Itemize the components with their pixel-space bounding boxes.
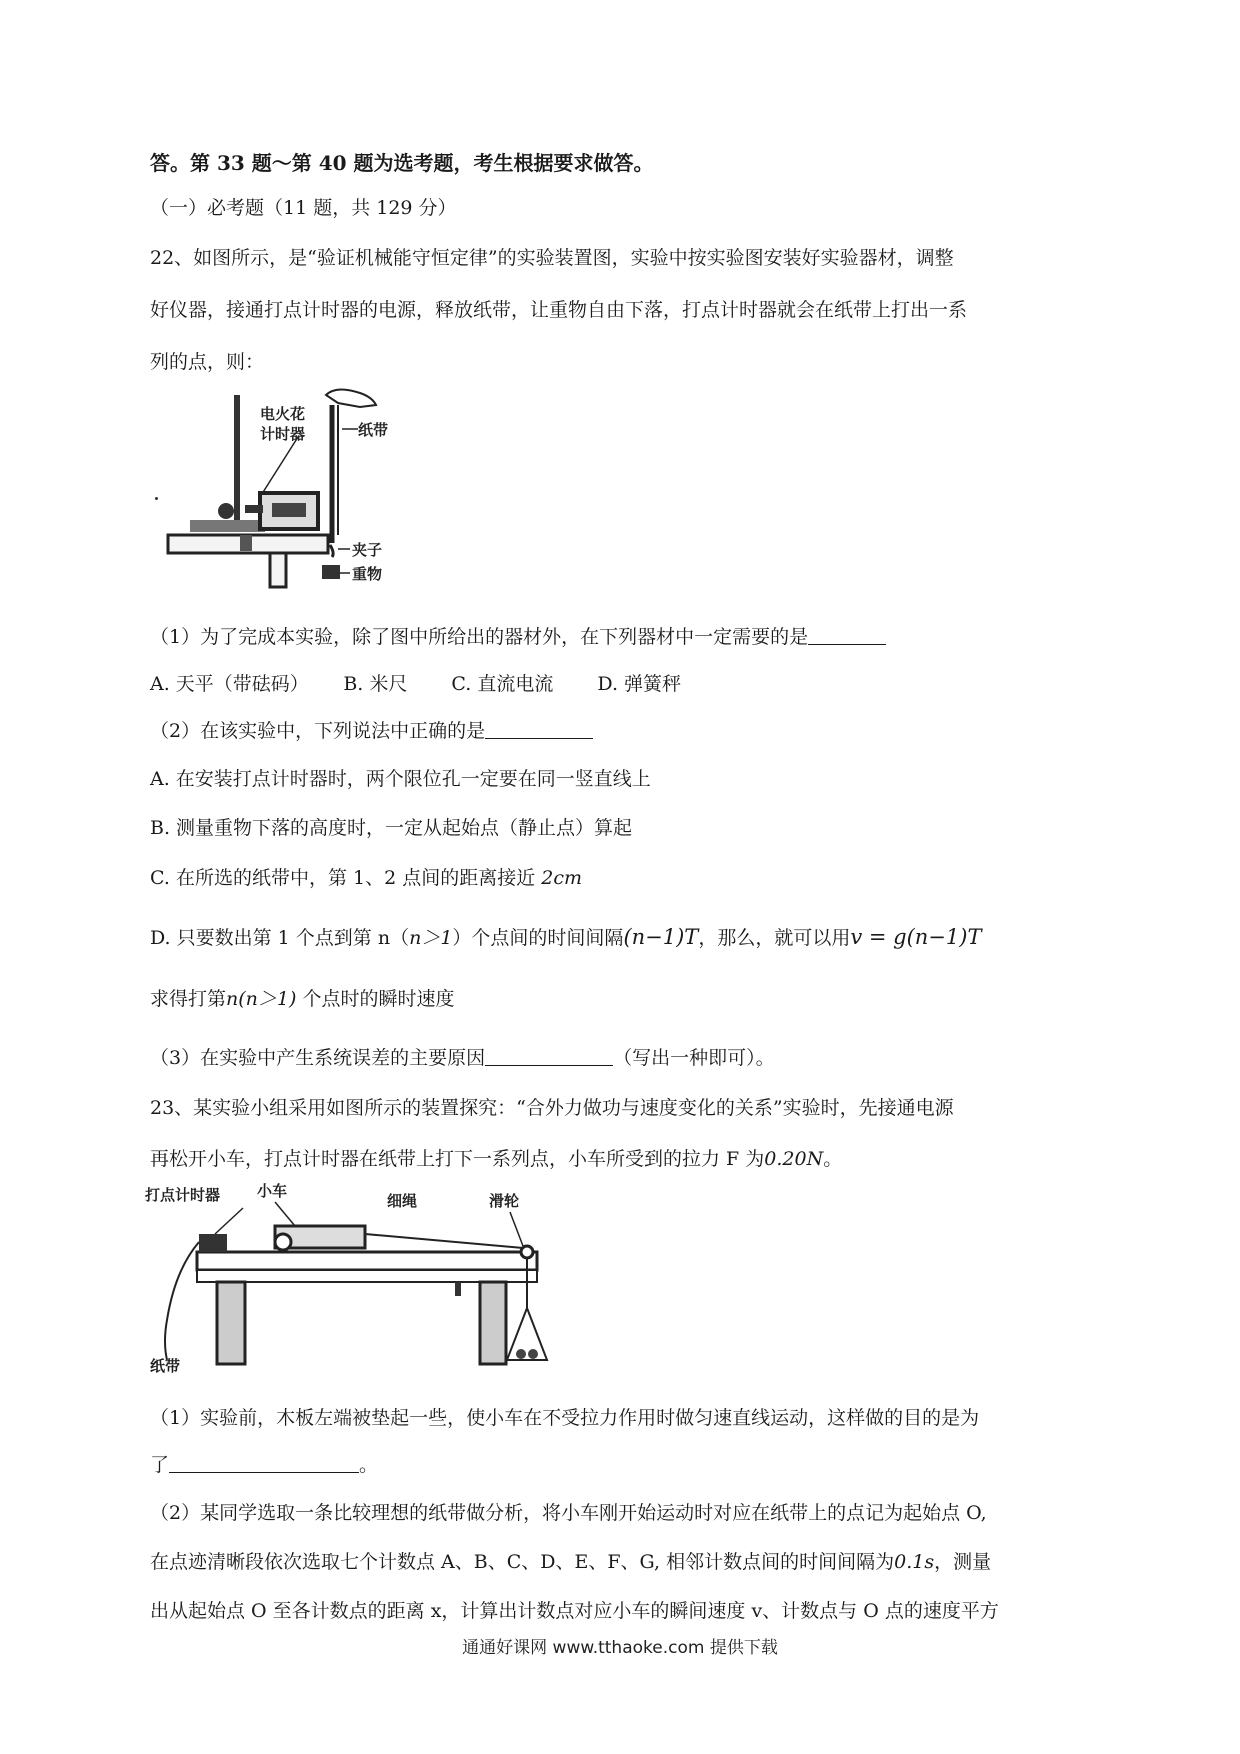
q23-part-2-text-a: 在点迹清晰段依次选取七个计数点 A、B、C、D、E、F、G, 相邻计数点间的时间间隔为 [150,1551,895,1573]
q23-part-1-end: 。 [359,1454,379,1476]
pulley [521,1246,533,1258]
table-clamp [240,535,252,551]
answer-blank-1[interactable] [808,626,886,645]
q23-part-2-line-3: 出从起始点 O 至各计数点的距离 x，计算出计数点对应小车的瞬间速度 v、计数点与 O 点的速度平方 [150,1600,999,1622]
q22-stem-line-2: 好仪器，接通打点计时器的电源，释放纸带，让重物自由下落，打点计时器就会在纸带上打出一系 [150,299,968,321]
q22-stem-line-1: 22、如图所示，是“验证机械能守恒定律”的实验装置图，实验中按实验图安装好实验器材，调整 [150,247,954,269]
q22-part-1-text: （1）为了完成本实验，除了图中所给出的器材外，在下列器材中一定需要的是 [150,626,809,648]
option-d-math-formula: v = g(n−1)T [850,925,982,949]
q23-part-1-line-1: （1）实验前，木板左端被垫起一些，使小车在不受拉力作用时做匀速直线运动，这样做的目的是为 [150,1407,980,1429]
q22-part-3-end: （写出一种即可）。 [613,1047,775,1069]
answer-blank-3[interactable] [485,1047,613,1066]
option-c-text: C. 在所选的纸带中，第 1、2 点间的距离接近 [150,867,542,889]
q22-part-2-option-c [150,865,582,891]
section-heading: （一）必考题（11 题，共 129 分） [150,197,457,219]
answer-blank-2[interactable] [485,720,593,739]
q22-part-2 [150,718,593,744]
stray-dot [155,497,158,500]
q23-apparatus-figure [145,1170,575,1370]
timer-mount [245,505,263,513]
paper-tape [165,1242,199,1360]
q22-part-2-option-b: B. 测量重物下落的高度时，一定从起始点（静止点）算起 [150,817,633,839]
answer-blank-4[interactable] [169,1454,359,1473]
option-d2-text-c: 个点时的瞬时速度 [296,988,455,1010]
q23-part-2-text-c: ，测量 [934,1551,992,1573]
q23-stem-line-1: 23、某实验小组采用如图所示的装置探究：“合外力做功与速度变化的关系”实验时，先接通电源 [150,1097,954,1119]
stand-rod [234,395,240,525]
spark-timer-inner [272,503,306,517]
label-tape-23: 纸带 [150,1357,181,1375]
q22-part-1 [150,624,886,650]
q23-interval-value: 0.1s [894,1551,935,1573]
option-d-math-n: n＞1 [409,927,453,949]
label-tape: 纸带 [358,421,389,439]
label-weight: 重物 [352,565,383,583]
q22-stem-line-3: 列的点，则： [150,351,265,373]
q23-force-value: 0.20N [764,1148,824,1170]
timer-block [199,1234,227,1252]
stand-knob [218,503,234,519]
q23-stem-2c: 。 [823,1148,843,1170]
label-clip: 夹子 [352,541,383,559]
label-pulley: 滑轮 [489,1192,520,1210]
q23-part-2-line-1: （2）某同学选取一条比较理想的纸带做分析，将小车刚开始运动时对应在纸带上的点记为起始点 O, [150,1502,987,1524]
weight [322,565,340,579]
option-c-math: 2cm [541,867,582,889]
option-d-text-e: ，那么，就可以用 [698,927,851,949]
option-d-text-c: ）个点间的时间间隔 [452,927,624,949]
board [197,1252,537,1270]
weight-hanger [507,1308,547,1360]
q23-part-1-text: 了 [150,1454,170,1476]
page-footer: 通通好课网 www.tthaoke.com 提供下载 [462,1638,778,1658]
q22-part-2-option-d-cont [150,986,454,1012]
clip [330,545,333,557]
option-d-text-a: D. 只要数出第 1 个点到第 n（ [150,927,410,949]
q22-part-3-text: （3）在实验中产生系统误差的主要原因 [150,1047,486,1069]
q22-part-2-text: （2）在该实验中，下列说法中正确的是 [150,720,486,742]
q23-stem-line-2 [150,1146,842,1172]
q22-apparatus-figure [160,385,400,585]
q23-part-1-line-2 [150,1452,378,1478]
label-timer-1: 电火花 [260,405,306,423]
label-cart: 小车 [257,1182,288,1200]
string [365,1234,523,1248]
board-lower [197,1270,537,1282]
base-plate [190,520,265,532]
label-string: 细绳 [387,1192,418,1210]
label-timer: 打点计时器 [145,1186,221,1204]
option-d2-math: n(n＞1) [226,988,297,1010]
q22-part-1-options: A. 天平（带砝码） B. 米尺 C. 直流电流 D. 弹簧秤 [150,673,682,695]
left-leg [217,1282,245,1364]
q22-part-2-option-d [150,924,981,951]
q23-stem-2a: 再松开小车，打点计时器在纸带上打下一系列点，小车所受到的拉力 F 为 [150,1148,765,1170]
q22-part-3 [150,1045,775,1071]
option-d-math-interval: (n−1)T [623,925,699,949]
section-instruction: 答。第 33 题～第 40 题为选考题，考生根据要求做答。 [150,151,654,175]
table-clamp-screw [270,553,286,587]
right-leg [480,1282,506,1364]
option-d2-text-a: 求得打第 [150,988,227,1010]
q23-part-2-line-2 [150,1549,991,1575]
q22-part-2-option-a: A. 在安装打点计时器时，两个限位孔一定要在同一竖直线上 [150,768,651,790]
hand [326,389,376,407]
cart-wheel [275,1234,291,1250]
label-timer-2: 计时器 [260,425,306,443]
